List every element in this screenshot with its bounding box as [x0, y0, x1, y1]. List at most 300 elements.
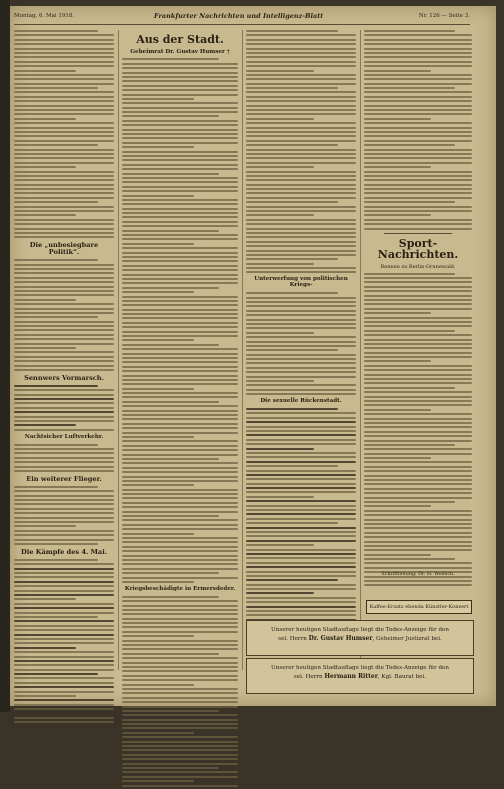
- text-line: [122, 577, 238, 579]
- text-line: [364, 356, 472, 358]
- text-line: [122, 195, 194, 197]
- text-line: [14, 457, 114, 459]
- text-line: [246, 597, 356, 599]
- text-line: [246, 487, 356, 489]
- text-line: [14, 127, 114, 129]
- text-line: [122, 546, 238, 548]
- text-line: [246, 78, 356, 80]
- text-line: [122, 89, 238, 91]
- text-line: [122, 111, 238, 113]
- text-line: [122, 555, 238, 557]
- text-line: [122, 348, 238, 350]
- text-line: [246, 584, 356, 586]
- text-line: [364, 492, 472, 494]
- text-line: [246, 478, 356, 480]
- text-line: [246, 470, 356, 472]
- text-line: [14, 452, 114, 454]
- text-line: [246, 417, 356, 419]
- text-line: [14, 39, 114, 41]
- text-line: [364, 330, 455, 332]
- text-line: [364, 162, 472, 164]
- text-line: [246, 384, 356, 386]
- text-line: [246, 162, 356, 164]
- column-4: [364, 30, 472, 589]
- text-line: [14, 113, 114, 115]
- text-line: [122, 322, 238, 324]
- text-line: [364, 70, 431, 72]
- text-line: [246, 201, 338, 203]
- page-edge: [0, 0, 10, 712]
- text-line: [14, 157, 114, 159]
- text-line: [14, 691, 114, 693]
- text-line: [122, 129, 238, 131]
- text-line: [14, 563, 114, 565]
- text-line: [246, 184, 356, 186]
- text-line: [246, 171, 356, 173]
- text-line: [364, 48, 472, 50]
- text-line: [122, 605, 238, 607]
- text-line: [246, 341, 356, 343]
- text-line: [14, 634, 114, 636]
- text-line: [364, 365, 472, 367]
- text-line: [122, 142, 238, 144]
- text-line: [122, 754, 238, 756]
- text-line: [14, 420, 114, 422]
- text-line: [364, 374, 472, 376]
- text-line: [122, 640, 238, 642]
- text-line: [246, 122, 356, 124]
- text-line: [122, 572, 219, 574]
- text-line: [246, 131, 356, 133]
- text-line: [364, 483, 472, 485]
- text-line: [246, 319, 356, 321]
- text-line: [364, 541, 472, 543]
- text-line: [14, 264, 114, 266]
- text-line: [122, 758, 238, 760]
- text-block: [364, 30, 472, 230]
- text-line: [364, 418, 472, 420]
- text-line: [122, 401, 219, 403]
- text-line: [364, 91, 472, 93]
- text-line: [14, 585, 114, 587]
- text-line: [246, 61, 356, 63]
- text-block: [246, 292, 356, 395]
- article-heading: Die „unbesiegbare Politik“.: [29, 241, 99, 257]
- text-line: [246, 371, 356, 373]
- text-block: [122, 596, 238, 787]
- text-line: [364, 584, 472, 586]
- text-line: [14, 100, 114, 102]
- column-2: [122, 30, 238, 789]
- text-line: [122, 274, 238, 276]
- text-line: [122, 361, 238, 363]
- text-line: [246, 100, 356, 102]
- text-line: [14, 272, 114, 274]
- text-line: [246, 483, 356, 485]
- text-line: [246, 56, 356, 58]
- text-line: [246, 448, 314, 450]
- text-line: [364, 536, 472, 538]
- text-line: [246, 153, 356, 155]
- text-line: [122, 745, 238, 747]
- text-line: [246, 105, 356, 107]
- text-line: [14, 686, 114, 688]
- text-line: [122, 706, 238, 708]
- text-line: [122, 300, 238, 302]
- text-line: [122, 675, 238, 677]
- text-line: [246, 518, 356, 520]
- text-line: [364, 179, 472, 181]
- text-line: [14, 56, 114, 58]
- text-line: [14, 281, 114, 283]
- text-line: [364, 219, 472, 221]
- notice-prefix: sel. Herrn: [293, 673, 323, 680]
- text-line: [246, 491, 356, 493]
- text-line: [364, 61, 472, 63]
- text-block: [246, 30, 356, 273]
- text-line: [364, 325, 472, 327]
- text-line: [14, 525, 76, 527]
- text-line: [14, 620, 114, 622]
- text-line: [364, 184, 472, 186]
- text-line: [14, 402, 114, 404]
- text-line: [364, 440, 472, 442]
- text-line: [364, 378, 472, 380]
- text-line: [364, 545, 472, 547]
- text-line: [122, 85, 238, 87]
- text-line: [14, 651, 114, 653]
- text-line: [246, 250, 356, 252]
- text-line: [122, 335, 238, 337]
- text-line: [364, 157, 472, 159]
- text-line: [246, 210, 356, 212]
- text-line: [122, 467, 238, 469]
- text-line: [14, 140, 114, 142]
- text-line: [364, 87, 455, 89]
- text-line: [364, 175, 472, 177]
- text-line: [14, 508, 114, 510]
- text-line: [122, 317, 238, 319]
- text-line: [14, 325, 114, 327]
- text-line: [14, 603, 114, 605]
- text-line: [14, 214, 76, 216]
- text-line: [364, 118, 431, 120]
- text-line: [14, 416, 114, 418]
- text-line: [14, 188, 114, 190]
- text-line: [122, 701, 238, 703]
- text-line: [364, 127, 472, 129]
- text-line: [246, 421, 356, 423]
- text-line: [122, 208, 238, 210]
- notice-suffix: , Kgl. Baurat bei.: [377, 673, 427, 680]
- text-line: [122, 146, 194, 148]
- text-line: [14, 206, 114, 208]
- text-line: [122, 732, 194, 734]
- text-line: [246, 426, 356, 428]
- text-line: [364, 444, 455, 446]
- text-line: [246, 149, 356, 151]
- text-line: [246, 74, 356, 76]
- text-line: [14, 721, 114, 723]
- text-line: [246, 96, 356, 98]
- text-line: [122, 670, 238, 672]
- text-line: [364, 505, 431, 507]
- text-block: [14, 30, 114, 238]
- text-line: [122, 230, 219, 232]
- text-line: [14, 647, 76, 649]
- text-line: [122, 657, 238, 659]
- text-line: [14, 122, 114, 124]
- text-line: [246, 267, 356, 269]
- text-line: [122, 644, 238, 646]
- text-line: [14, 389, 114, 391]
- text-line: [14, 424, 76, 426]
- text-line: [364, 295, 472, 297]
- text-line: [122, 600, 238, 602]
- text-line: [122, 278, 238, 280]
- text-line: [246, 562, 356, 564]
- text-line: [14, 699, 114, 701]
- text-line: [14, 268, 114, 270]
- text-line: [122, 458, 219, 460]
- text-line: [122, 344, 219, 346]
- text-line: [14, 201, 98, 203]
- text-line: [122, 291, 194, 293]
- text-line: [246, 127, 356, 129]
- text-line: [14, 210, 114, 212]
- text-line: [122, 563, 238, 565]
- text-line: [364, 580, 472, 582]
- text-line: [122, 72, 238, 74]
- text-line: [246, 474, 356, 476]
- text-line: [364, 303, 472, 305]
- text-line: [364, 532, 472, 534]
- text-line: [364, 197, 472, 199]
- text-line: [246, 535, 356, 537]
- text-line: [364, 457, 431, 459]
- text-line: [14, 118, 76, 120]
- text-line: [122, 519, 238, 521]
- text-line: [122, 269, 238, 271]
- text-line: [14, 149, 114, 151]
- text-line: [122, 379, 238, 381]
- text-line: [14, 616, 98, 618]
- text-line: [246, 367, 356, 369]
- text-line: [14, 294, 114, 296]
- article-heading: Nachtsicher Luftverkehr.: [24, 433, 104, 440]
- text-line: [122, 631, 238, 633]
- text-line: [364, 39, 472, 41]
- text-line: [122, 247, 238, 249]
- text-line: [364, 210, 472, 212]
- text-line: [14, 144, 98, 146]
- text-line: [122, 493, 238, 495]
- text-line: [246, 258, 338, 260]
- text-line: [364, 475, 472, 477]
- text-line: [14, 219, 114, 221]
- article-heading: Die Kämpfe des 4. Mai.: [21, 548, 107, 556]
- text-line: [364, 105, 472, 107]
- text-line: [246, 575, 356, 577]
- text-line: [246, 332, 314, 334]
- text-line: [122, 221, 238, 223]
- text-line: [122, 785, 238, 787]
- text-line: [246, 540, 356, 542]
- text-line: [246, 292, 338, 294]
- text-line: [122, 767, 219, 769]
- text-line: [122, 653, 219, 655]
- text-line: [246, 188, 356, 190]
- text-line: [246, 245, 356, 247]
- text-line: [246, 219, 356, 221]
- text-line: [14, 338, 114, 340]
- text-line: [122, 151, 238, 153]
- text-line: [122, 203, 238, 205]
- text-line: [246, 349, 338, 351]
- text-line: [122, 120, 238, 122]
- text-line: [246, 579, 338, 581]
- text-line: [246, 553, 356, 555]
- text-line: [364, 360, 431, 362]
- text-block: [14, 259, 114, 371]
- text-line: [122, 304, 238, 306]
- text-line: [14, 534, 114, 536]
- text-line: [246, 263, 314, 265]
- text-line: [246, 48, 356, 50]
- text-line: [14, 153, 114, 155]
- text-line: [364, 299, 472, 301]
- text-line: [364, 339, 472, 341]
- text-line: [14, 717, 114, 719]
- text-line: [122, 102, 238, 104]
- text-line: [122, 684, 194, 686]
- text-line: [122, 124, 238, 126]
- text-line: [14, 581, 114, 583]
- text-line: [122, 155, 238, 157]
- article-heading: Geheimrat Dr. Gustav Humser †: [130, 48, 230, 55]
- text-line: [14, 559, 98, 561]
- text-line: [246, 588, 356, 590]
- text-line: [14, 598, 76, 600]
- text-line: [246, 135, 356, 137]
- text-line: [14, 236, 114, 238]
- text-line: [246, 443, 356, 445]
- text-line: [122, 515, 219, 517]
- text-line: [246, 144, 338, 146]
- text-line: [14, 61, 114, 63]
- text-line: [14, 394, 114, 396]
- text-line: [246, 614, 356, 616]
- text-line: [246, 327, 356, 329]
- text-line: [122, 568, 238, 570]
- text-line: [14, 277, 114, 279]
- text-line: [246, 505, 356, 507]
- text-line: [14, 316, 98, 318]
- text-line: [246, 157, 356, 159]
- text-line: [122, 331, 238, 333]
- text-line: [14, 228, 114, 230]
- text-line: [14, 495, 114, 497]
- text-line: [364, 514, 472, 516]
- text-line: [246, 557, 356, 559]
- text-line: [364, 52, 472, 54]
- text-line: [122, 480, 238, 482]
- text-line: [246, 113, 356, 115]
- notice-suffix: , Geheimer Justizrat bei.: [372, 635, 442, 642]
- text-line: [122, 115, 219, 117]
- text-line: [246, 197, 356, 199]
- text-line: [14, 695, 76, 697]
- text-line: [122, 662, 238, 664]
- text-line: [122, 383, 238, 385]
- text-line: [122, 388, 194, 390]
- text-line: [14, 490, 114, 492]
- text-line: [246, 232, 356, 234]
- column-rule: [118, 30, 119, 670]
- text-line: [14, 286, 114, 288]
- text-line: [364, 43, 472, 45]
- text-line: [14, 175, 114, 177]
- text-line: [364, 312, 431, 314]
- text-line: [122, 609, 238, 611]
- text-line: [246, 323, 356, 325]
- text-line: [246, 571, 356, 573]
- text-line: [246, 549, 356, 551]
- text-line: [246, 87, 338, 89]
- text-line: [122, 432, 238, 434]
- text-line: [364, 435, 472, 437]
- text-block: [14, 444, 114, 472]
- text-line: [246, 531, 356, 533]
- text-line: [122, 173, 219, 175]
- text-line: [246, 166, 314, 168]
- text-line: [14, 398, 114, 400]
- text-line: [246, 434, 356, 436]
- text-line: [14, 539, 114, 541]
- text-line: [122, 216, 238, 218]
- text-line: [14, 660, 114, 662]
- text-line: [364, 206, 472, 208]
- text-line: [122, 177, 238, 179]
- text-line: [14, 530, 114, 532]
- text-line: [122, 697, 238, 699]
- text-line: [246, 439, 356, 441]
- text-line: [122, 67, 238, 69]
- text-line: [122, 133, 238, 135]
- text-line: [246, 310, 356, 312]
- text-line: [364, 83, 472, 85]
- section-heading: Sport-Nachrichten.: [377, 236, 459, 262]
- text-line: [122, 58, 219, 60]
- text-line: [14, 470, 114, 472]
- text-line: [364, 223, 472, 225]
- text-line: [364, 352, 472, 354]
- article-heading: Unterwerfung von politischen Kriegs-: [254, 276, 348, 289]
- article-heading: Sennwers Vormarsch.: [24, 373, 104, 382]
- text-line: [364, 448, 472, 450]
- text-line: [14, 83, 114, 85]
- text-line: [246, 376, 356, 378]
- text-line: [246, 140, 356, 142]
- text-line: [122, 763, 238, 765]
- text-line: [364, 321, 472, 323]
- text-line: [14, 669, 114, 671]
- text-line: [364, 78, 472, 80]
- text-line: [364, 96, 472, 98]
- text-line: [364, 554, 431, 556]
- text-line: [14, 642, 114, 644]
- text-line: [14, 87, 98, 89]
